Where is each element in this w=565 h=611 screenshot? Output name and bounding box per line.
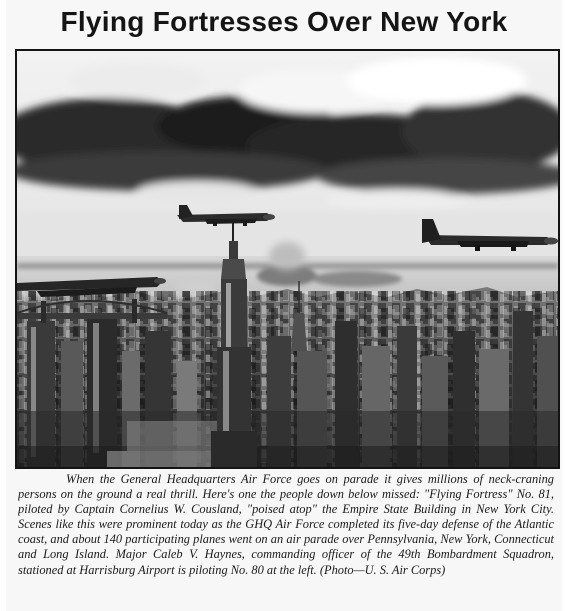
news-photo — [15, 49, 560, 469]
headline: Flying Fortresses Over New York — [60, 6, 508, 37]
photo-caption: When the General Headquarters Air Force goes on parade it gives millions of neck-craning persons on the ground a real thrill. Here's one the people down below missed: "Flying Fortress" No. 81, piloted by Captain Cornelius W. Cousland, "poised atop" the Empire State Building in New York City. Scenes like this were prominent today as the GHQ Air Force completed its five-day defense of the Atlantic coast, and about 140 participating planes went on an air parade over Pennsylvania, New York, Connecticut and Long Island. Major Caleb V. Haynes, commanding officer of the 49th Bombardment Squadron, stationed at Harrisburg Airport is piloting No. 80 at the left. (Photo—U. S. Air Corps) — [18, 472, 554, 577]
newspaper-clipping — [6, 0, 562, 611]
aerial-city-photo — [17, 51, 558, 467]
